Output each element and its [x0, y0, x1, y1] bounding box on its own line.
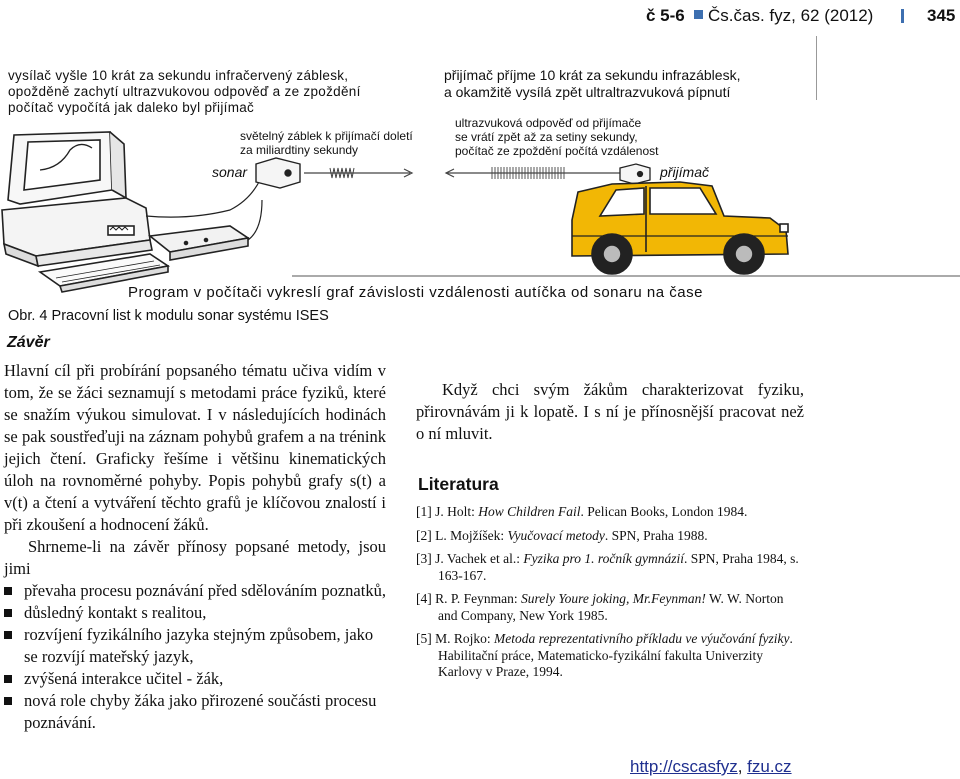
paragraph: Hlavní cíl při probírání popsaného tématu učiva vidím v tom, že se žáci seznamují s metodami práce fyziků, které se snažím výukou simulovat. I v následujících hodinách se pak soustřeďuji na záznam pohybů grafem a na trénink jejich čtení. Graficky řešíme i většinu kinematických úloh na rovnoměrné pohyby. Popis pohybů grafy s(t) a v(t) a čtení a vytváření těchto grafů je klíčovou znalostí i při zkoušení a hodnocení žáků.	[4, 361, 386, 534]
list-item-text: převaha procesu poznávání před sdělováním poznatků,	[24, 581, 386, 600]
section-title: Závěr	[7, 334, 50, 351]
issue-number: č 5-6	[646, 6, 685, 25]
square-bullet-icon	[4, 631, 12, 639]
left-column	[4, 360, 386, 734]
square-bullet-icon	[4, 587, 12, 595]
right-column	[416, 379, 804, 445]
figure-flash-line: světelný záblek k přijímačí doletí	[240, 129, 413, 143]
reference-list	[416, 504, 804, 688]
footer-separator: ,	[737, 757, 748, 776]
receiver-icon	[620, 164, 650, 184]
figure-left-line: vysílač vyšle 10 krát za sekundu infračervený záblesk,	[8, 68, 349, 83]
figure-ultra-line: se vrátí zpět až za setiny sekundy,	[455, 130, 638, 144]
ultrasound-arrow-icon	[446, 167, 630, 179]
list-item	[4, 690, 386, 734]
figure-right-line: přijímač příjme 10 krát za sekundu infrazáblesk,	[444, 67, 741, 83]
paragraph: Když chci svým žákům charakterizovat fyziku, přirovnávám ji k lopatě. I s ní je přínosnější pracovat než o ní mluvit.	[416, 380, 804, 443]
square-bullet-icon	[4, 697, 12, 705]
reference-item: [4] R. P. Feynman: Surely Youre joking, Mr.Feynman! W. W. Norton and Company, New York 1985.	[416, 591, 784, 623]
list-item-text: nová role chyby žáka jako přirozené součásti procesu poznávání.	[24, 691, 377, 732]
figure-left-line: počítač vypočítá jak daleko byl přijímač	[8, 100, 255, 115]
sonar-label: sonar	[212, 164, 248, 180]
journal-name: Čs.čas. fyz, 62 (2012)	[708, 6, 874, 25]
footer-link[interactable]: fzu.cz	[747, 757, 792, 776]
paragraph: Shrneme-li na závěr přínosy popsané metody, jsou jimi	[4, 537, 386, 578]
figure-caption: Obr. 4 Pracovní list k modulu sonar systému ISES	[8, 308, 329, 324]
receiver-label: přijímač	[660, 164, 710, 180]
sonar-figure	[0, 40, 960, 310]
square-bullet-icon	[694, 10, 703, 19]
square-bullet-icon	[4, 675, 12, 683]
figure-ultra-line: ultrazvuková odpověď od přijímače	[455, 116, 642, 130]
figure-ultra-text	[455, 116, 658, 158]
figure-left-text	[8, 68, 361, 116]
footer	[630, 757, 792, 777]
divider-bar-icon	[901, 9, 904, 23]
list-item	[4, 668, 386, 690]
benefits-list	[4, 580, 386, 734]
list-item	[4, 602, 386, 624]
computer-icon	[2, 132, 262, 292]
figure-right-line: a okamžitě vysílá zpět ultraltrazvuková pípnutí	[444, 84, 731, 100]
list-item-text: zvýšená interakce učitel - žák,	[24, 669, 224, 688]
footer-link[interactable]: http://cscasfyz	[630, 757, 738, 776]
list-item	[4, 580, 386, 602]
figure-flash-text	[240, 129, 413, 157]
list-item-text: důsledný kontakt s realitou,	[24, 603, 207, 622]
square-bullet-icon	[4, 609, 12, 617]
figure-flash-line: za miliardtiny sekundy	[240, 143, 359, 157]
list-item-text: rozvíjení fyzikálního jazyka stejným způsobem, jako se rozvíjí mateřský jazyk,	[24, 625, 374, 666]
reference-item: [5] M. Rojko: Metoda reprezentativního příkladu ve výučování fyziky. Habilitační práce, Matematicko-fyzikální fakulta Univerzity Karlovy v Praze, 1994.	[416, 631, 793, 679]
literature-heading: Literatura	[418, 474, 499, 494]
figure-ultra-line: počítač ze zpoždění počítá vzdálenost	[455, 144, 659, 158]
figure-right-text	[444, 67, 740, 101]
list-item	[4, 624, 386, 668]
reference-item: [2] L. Mojžíšek: Vyučovací metody. SPN, Praha 1988.	[416, 527, 708, 543]
sonar-sensor-icon	[256, 158, 300, 188]
page-number: 345	[927, 6, 956, 25]
car-icon	[572, 182, 788, 274]
flash-arrow-icon	[304, 168, 412, 178]
reference-item: [3] J. Vachek et al.: Fyzika pro 1. ročník gymnázií. SPN, Praha 1984, s. 163-167.	[416, 551, 799, 583]
figure-left-line: opožděně zachytí ultrazvukovou odpověď a ze zpoždění	[8, 84, 361, 99]
reference-item: [1] J. Holt: How Children Fail. Pelican Books, London 1984.	[416, 504, 748, 519]
figure-bottom-text: Program v počítači vykreslí graf závislosti vzdálenosti autíčka od sonaru na čase	[128, 284, 703, 301]
page-header	[0, 0, 960, 34]
